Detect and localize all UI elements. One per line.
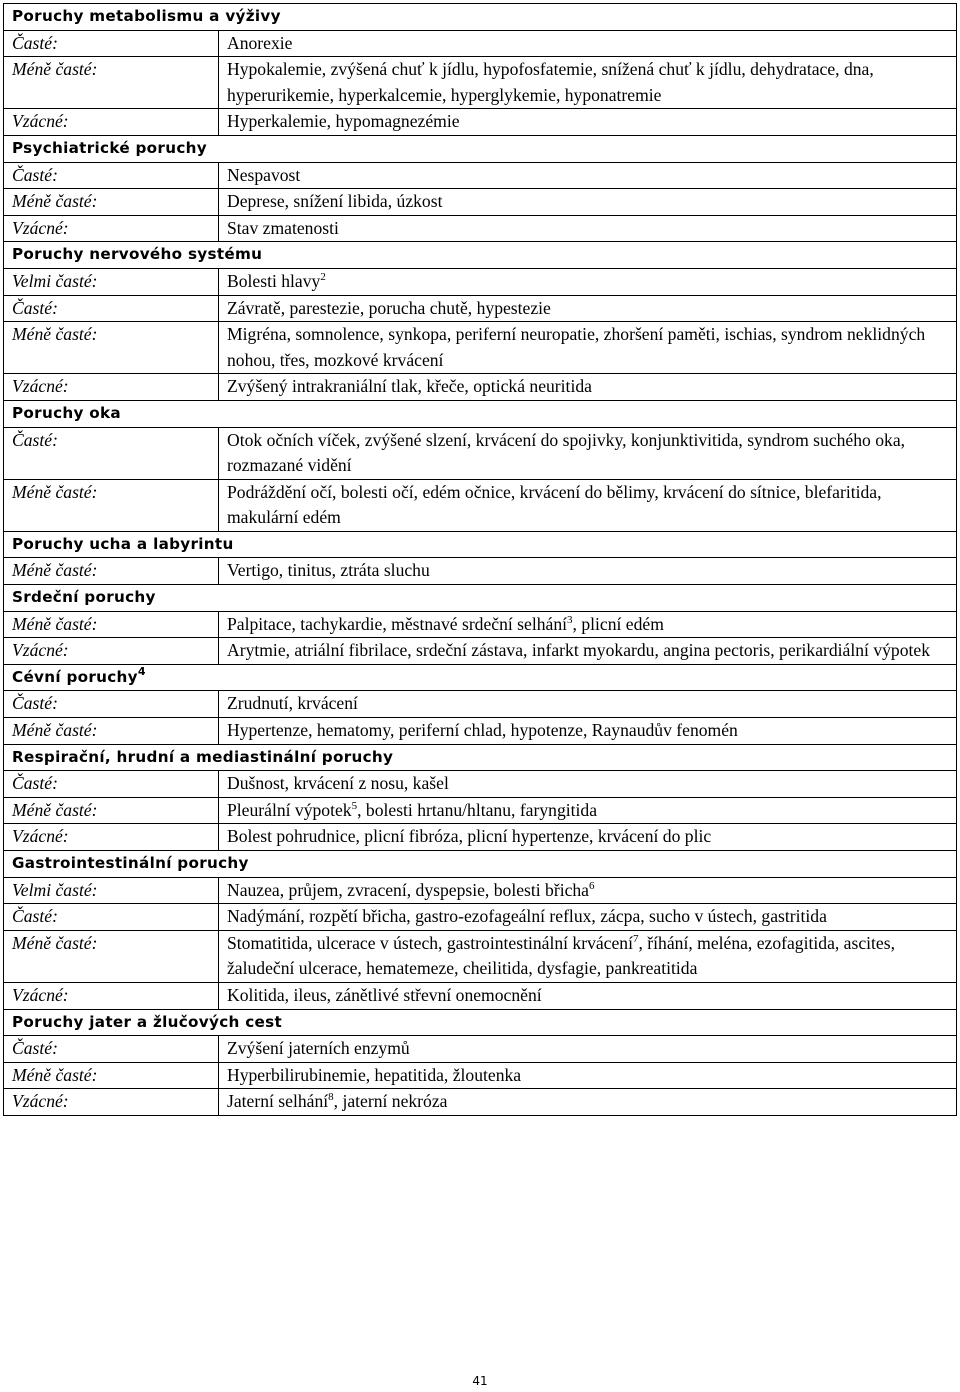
table-row — [4, 427, 957, 479]
section-header-row — [4, 400, 957, 427]
reaction-text: Hypokalemie, zvýšená chuť k jídlu, hypofosfatemie, snížená chuť k jídlu, dehydratace, dna, hyperurikemie, hyperkalcemie, hyperglykemie, hyponatremie — [227, 59, 874, 105]
frequency-cell: Časté: — [4, 295, 219, 322]
reaction-cell — [219, 558, 957, 585]
section-title — [4, 4, 957, 31]
adverse-reactions-table — [3, 3, 957, 1116]
adverse-reactions-document — [3, 3, 957, 1116]
table-row — [4, 322, 957, 374]
adverse-reactions-table-body — [4, 4, 957, 1116]
reaction-cell — [219, 215, 957, 242]
reaction-text: Zrudnutí, krvácení — [227, 693, 358, 714]
section-header-row — [4, 242, 957, 269]
table-row — [4, 57, 957, 109]
table-row — [4, 1089, 957, 1116]
section-header-row — [4, 135, 957, 162]
frequency-cell: Velmi časté: — [4, 268, 219, 295]
reaction-cell — [219, 611, 957, 638]
reaction-cell — [219, 771, 957, 798]
reaction-cell — [219, 691, 957, 718]
reaction-text: Anorexie — [227, 32, 293, 53]
reaction-cell — [219, 189, 957, 216]
frequency-cell: Časté: — [4, 771, 219, 798]
frequency-cell: Vzácné: — [4, 109, 219, 136]
frequency-cell: Časté: — [4, 1036, 219, 1063]
table-row — [4, 797, 957, 824]
reaction-cell — [219, 427, 957, 479]
reaction-cell — [219, 638, 957, 665]
footnote-marker: 7 — [633, 932, 639, 945]
table-row — [4, 189, 957, 216]
reaction-text: Otok očních víček, zvýšené slzení, krvácení do spojivky, konjunktivitida, syndrom suchého oka, rozmazané vidění — [227, 429, 906, 476]
table-row — [4, 30, 957, 57]
frequency-cell: Vzácné: — [4, 215, 219, 242]
table-row — [4, 771, 957, 798]
reaction-text: Dušnost, krvácení z nosu, kašel — [227, 773, 449, 794]
frequency-cell: Méně časté: — [4, 797, 219, 824]
frequency-cell: Méně časté: — [4, 1062, 219, 1089]
section-title — [4, 400, 957, 427]
frequency-cell: Velmi časté: — [4, 877, 219, 904]
reaction-text: Hypertenze, hematomy, periferní chlad, hypotenze, Raynaudův fenomén — [227, 720, 738, 741]
section-title-text: Srdeční poruchy — [12, 588, 156, 607]
table-row — [4, 479, 957, 531]
section-title-text: Poruchy jater a žlučových cest — [12, 1012, 282, 1031]
reaction-text: Nauzea, průjem, zvracení, dyspepsie, bolesti břicha — [227, 879, 589, 900]
section-title — [4, 585, 957, 612]
reaction-cell — [219, 30, 957, 57]
table-row — [4, 558, 957, 585]
frequency-cell: Vzácné: — [4, 638, 219, 665]
table-row — [4, 295, 957, 322]
section-header-row — [4, 1009, 957, 1036]
reaction-cell — [219, 57, 957, 109]
reaction-text: Podráždění očí, bolesti očí, edém očnice, krvácení do bělimy, krvácení do sítnice, blefaritida, makulární edém — [227, 481, 882, 528]
section-header-row — [4, 531, 957, 558]
table-row — [4, 904, 957, 931]
reaction-cell — [219, 904, 957, 931]
frequency-cell: Vzácné: — [4, 824, 219, 851]
reaction-cell — [219, 322, 957, 374]
reaction-text: Závratě, parestezie, porucha chutě, hypestezie — [227, 297, 551, 318]
reaction-text: Deprese, snížení libida, úzkost — [227, 191, 443, 212]
table-row — [4, 374, 957, 401]
table-row — [4, 215, 957, 242]
footnote-marker: 8 — [328, 1091, 334, 1104]
section-title — [4, 664, 957, 691]
reaction-text: Arytmie, atriální fibrilace, srdeční zástava, infarkt myokardu, angina pectoris, perikardiální výpotek — [227, 640, 931, 661]
frequency-cell: Méně časté: — [4, 718, 219, 745]
section-header-row — [4, 4, 957, 31]
section-title — [4, 531, 957, 558]
section-header-row — [4, 744, 957, 771]
table-row — [4, 638, 957, 665]
table-row — [4, 611, 957, 638]
reaction-cell — [219, 797, 957, 824]
section-header-row — [4, 851, 957, 878]
reaction-text: Migréna, somnolence, synkopa, periferní neuropatie, zhoršení paměti, ischias, syndrom neklidných nohou, třes, mozkové krvácení — [227, 324, 926, 370]
frequency-cell: Méně časté: — [4, 189, 219, 216]
section-title-text: Cévní poruchy — [12, 667, 138, 686]
frequency-cell: Časté: — [4, 904, 219, 931]
reaction-text: Zvýšení jaterních enzymů — [227, 1038, 410, 1059]
reaction-cell — [219, 1036, 957, 1063]
frequency-cell: Časté: — [4, 162, 219, 189]
reaction-cell — [219, 268, 957, 295]
frequency-cell: Méně časté: — [4, 558, 219, 585]
reaction-text: Hyperbilirubinemie, hepatitida, žloutenka — [227, 1064, 522, 1085]
section-title-text: Psychiatrické poruchy — [12, 138, 207, 157]
frequency-cell: Méně časté: — [4, 611, 219, 638]
section-header-row — [4, 664, 957, 691]
reaction-text-continued: , říhání, meléna, ezofagitida, ascites, žaludeční ulcerace, hematemeze, cheilitida, dysfagie, pankreatitida — [227, 932, 895, 979]
reaction-text-continued: , jaterní nekróza — [333, 1091, 448, 1112]
table-row — [4, 268, 957, 295]
reaction-text: Jaterní selhání — [227, 1091, 329, 1112]
page-number: 41 — [472, 1374, 488, 1388]
table-row — [4, 930, 957, 982]
reaction-text-continued: , bolesti hrtanu/hltanu, faryngitida — [357, 799, 598, 820]
frequency-cell: Vzácné: — [4, 1089, 219, 1116]
reaction-cell — [219, 1089, 957, 1116]
table-row — [4, 109, 957, 136]
table-row — [4, 1062, 957, 1089]
reaction-text: Nadýmání, rozpětí břicha, gastro-ezofageální reflux, zácpa, sucho v ústech, gastritida — [227, 906, 827, 927]
table-row — [4, 877, 957, 904]
frequency-cell: Vzácné: — [4, 982, 219, 1009]
reaction-cell — [219, 295, 957, 322]
frequency-cell: Méně časté: — [4, 479, 219, 531]
reaction-cell — [219, 109, 957, 136]
reaction-text: Zvýšený intrakraniální tlak, křeče, optická neuritida — [227, 376, 592, 397]
frequency-cell: Méně časté: — [4, 57, 219, 109]
section-title-text: Poruchy nervového systému — [12, 245, 263, 264]
section-title — [4, 744, 957, 771]
reaction-text-continued: , plicní edém — [572, 613, 664, 634]
reaction-text: Bolesti hlavy — [227, 270, 321, 291]
section-title-text: Poruchy ucha a labyrintu — [12, 534, 234, 553]
section-title-text: Poruchy oka — [12, 403, 121, 422]
section-title-text: Gastrointestinální poruchy — [12, 854, 249, 872]
frequency-cell: Časté: — [4, 691, 219, 718]
section-title-text: Poruchy metabolismu a výživy — [12, 7, 281, 25]
section-title — [4, 1009, 957, 1036]
reaction-cell — [219, 1062, 957, 1089]
reaction-text: Nespavost — [227, 164, 301, 185]
reaction-text: Bolest pohrudnice, plicní fibróza, plicní hypertenze, krvácení do plic — [227, 826, 712, 847]
reaction-cell — [219, 982, 957, 1009]
reaction-cell — [219, 718, 957, 745]
reaction-text: Hyperkalemie, hypomagnezémie — [227, 111, 460, 132]
reaction-cell — [219, 930, 957, 982]
reaction-text: Stav zmatenosti — [227, 217, 339, 238]
reaction-text: Stomatitida, ulcerace v ústech, gastrointestinální krvácení — [227, 932, 633, 953]
section-title-text: Respirační, hrudní a mediastinální poruchy — [12, 747, 394, 766]
frequency-cell: Vzácné: — [4, 374, 219, 401]
table-row — [4, 162, 957, 189]
reaction-text: Kolitida, ileus, zánětlivé střevní onemocnění — [227, 984, 542, 1005]
reaction-cell — [219, 374, 957, 401]
table-row — [4, 1036, 957, 1063]
section-title — [4, 242, 957, 269]
reaction-cell — [219, 162, 957, 189]
footnote-marker: 4 — [137, 664, 146, 678]
section-header-row — [4, 585, 957, 612]
reaction-text: Vertigo, tinitus, ztráta sluchu — [227, 560, 430, 581]
table-row — [4, 824, 957, 851]
frequency-cell: Časté: — [4, 30, 219, 57]
table-row — [4, 691, 957, 718]
footnote-marker: 2 — [320, 270, 326, 283]
reaction-text: Palpitace, tachykardie, městnavé srdeční selhání — [227, 613, 568, 634]
table-row — [4, 982, 957, 1009]
reaction-cell — [219, 824, 957, 851]
footnote-marker: 3 — [567, 613, 573, 626]
footnote-marker: 6 — [589, 879, 595, 892]
reaction-cell — [219, 479, 957, 531]
frequency-cell: Méně časté: — [4, 322, 219, 374]
reaction-text: Pleurální výpotek — [227, 799, 352, 820]
frequency-cell: Časté: — [4, 427, 219, 479]
frequency-cell: Méně časté: — [4, 930, 219, 982]
reaction-cell — [219, 877, 957, 904]
footnote-marker: 5 — [351, 799, 358, 812]
section-title — [4, 851, 957, 878]
table-row — [4, 718, 957, 745]
section-title — [4, 135, 957, 162]
